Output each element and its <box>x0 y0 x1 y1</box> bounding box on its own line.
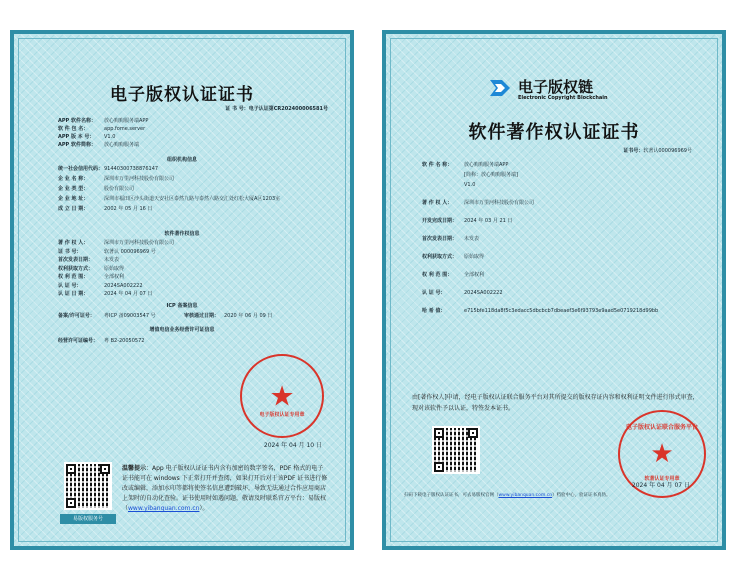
qr-caption: 易版权服务号 <box>60 514 116 524</box>
info-row <box>58 176 326 183</box>
row-value: 深圳市万里河科技股份有限公司 <box>104 176 175 182</box>
telecom-label: 经营许可证编号： <box>58 338 99 344</box>
row-value: e715bfe118da8f5c3edacc5dbcbcb7dbeaef3e6f93793e9aad5e0719218d99bb <box>464 308 659 314</box>
seal-star-icon: ★ <box>650 439 674 469</box>
row-value: 未发表 <box>104 257 120 263</box>
row-label: APP 软件简称： <box>58 142 96 148</box>
info-row <box>422 308 698 315</box>
row-value: 深圳市福田区沙头街道天安社区泰然九路与泰然六路交汇处红松大厦A区1203室 <box>104 196 281 202</box>
info-row <box>422 290 698 297</box>
row-label: 权利获取方式： <box>422 254 458 260</box>
info-row <box>422 200 698 207</box>
row-label: 证 书 号： <box>58 248 82 255</box>
row-value: 未发表 <box>464 236 480 242</box>
row-label: 成 立 日 期： <box>58 206 89 212</box>
row-value: 91440300738876147 <box>104 166 159 172</box>
notice-body: ：App 电子版权认证证书内含有加密的数字签名，PDF 格式的电子证书能可在 windows 下正常打开并查阅，如果打开后对于该PDF 证书进行修改或编辑，添加水印等都将使签名信息遭到破坏，导致无法通过合作应用商店上架时的自动化查验。证书使用时如遇问题，敬请及时联系官方平台： <box>122 465 328 502</box>
site-link[interactable]: www.yibanquan.com.cn <box>128 505 200 512</box>
row-value: 放心购购服务端APP <box>464 162 509 168</box>
info-row <box>58 291 326 298</box>
info-row <box>422 162 698 169</box>
icp-row <box>58 313 326 320</box>
app-copyright-certificate <box>10 30 354 550</box>
right-cert-no-label: 证书号： <box>623 148 644 154</box>
row-label: 首次发表日期： <box>58 257 94 263</box>
right-date: 2024 年 04 月 07 日 <box>631 482 690 489</box>
notice-site-pre: 易版权（ <box>122 495 327 512</box>
footer-link[interactable]: www.yibanquan.com.cn <box>498 493 553 498</box>
info-row <box>58 134 326 141</box>
info-row <box>58 274 326 281</box>
row-label: 著 作 权 人： <box>422 200 453 206</box>
footer-post: ）档验中心，验证证书真伪。 <box>552 493 611 498</box>
row-value: 2024 年 03 月 21 日 <box>464 218 513 224</box>
row-value: 全部权利 <box>104 274 125 280</box>
row-value: [简称：放心购购服务端] <box>464 172 518 178</box>
row-label: 企 业 地 址： <box>58 196 89 202</box>
row-value: V1.0 <box>464 182 476 188</box>
row-label: APP 版 本 号： <box>58 134 95 140</box>
info-row <box>58 240 326 247</box>
qr-code[interactable] <box>64 462 112 510</box>
row-value: 放心购购服务端 <box>104 142 140 148</box>
notice-site-post: ）。 <box>199 505 209 512</box>
brand-name-en: Electronic Copyright Blockchain <box>518 95 608 101</box>
info-row <box>58 142 326 149</box>
row-value: 深圳市万里河科技股份有限公司 <box>464 200 535 206</box>
row-label: 开发完成日期： <box>422 218 458 224</box>
info-row <box>422 254 698 261</box>
row-label: 软 件 包 名： <box>58 126 89 132</box>
row-value: 深圳市万里河科技股份有限公司 <box>104 240 175 246</box>
info-row <box>422 272 698 279</box>
info-row <box>422 182 698 189</box>
row-label: 统一社会信用代码： <box>58 166 104 172</box>
info-row <box>58 206 326 213</box>
row-value: 股份有限公司 <box>104 186 135 192</box>
icp-date-value: 2020 年 06 月 09 日 <box>224 313 273 319</box>
right-cert-no <box>623 148 692 155</box>
row-value: 2024SA002222 <box>464 290 503 296</box>
info-row <box>58 283 326 290</box>
left-title: 电子版权认证证书 <box>110 85 254 105</box>
notice-heading: 温馨提示 <box>122 465 147 472</box>
copyright-section-title: 软件著作权信息 <box>164 231 200 237</box>
row-label: 权 利 范 围： <box>58 274 89 280</box>
row-value: app.fome.server <box>104 126 146 132</box>
row-value: 2024 年 04 月 07 日 <box>104 291 153 297</box>
row-value: 原始取得 <box>104 265 125 272</box>
row-label: 认 证 号： <box>422 290 446 296</box>
row-label: 权 利 范 围： <box>422 272 453 278</box>
right-qr-code[interactable] <box>432 426 480 474</box>
brand-name: 电子版权链 <box>518 78 594 96</box>
footer-text <box>404 492 712 499</box>
footer-pre: 扫码下载电子版权认证证书，可去易版权官网（ <box>404 493 499 498</box>
info-row <box>58 118 326 125</box>
org-section-title: 组织机构信息 <box>166 157 197 163</box>
row-label: 企 业 名 称： <box>58 176 89 182</box>
info-row <box>58 257 326 264</box>
row-label: 权利获取方式： <box>58 265 94 272</box>
row-value: 2002 年 05 月 16 日 <box>104 206 153 212</box>
row-label: 企 业 类 型： <box>58 186 89 192</box>
row-label: 著 作 权 人： <box>58 240 89 246</box>
left-red-seal <box>240 354 324 438</box>
telecom-value: 粤 B2-20050572 <box>104 338 145 344</box>
row-label: APP 软件名称： <box>58 118 96 124</box>
info-row <box>58 249 326 256</box>
software-copyright-certificate <box>382 30 726 550</box>
telecom-section-title: 增值电信业务经营许可证信息 <box>149 327 215 333</box>
left-seal-text: 电子版权认证专用章 <box>259 412 305 418</box>
right-cert-no-value: 软著认000096969号 <box>643 148 692 154</box>
telecom-row <box>58 338 326 345</box>
row-label: 软 件 名 称： <box>422 162 453 168</box>
row-value: 软著认 000096969 号 <box>104 248 156 255</box>
row-label: 认 证 日 期： <box>58 291 89 297</box>
row-label: 认 证 号： <box>58 282 82 289</box>
right-seal-text: 电子版权认证联合服务平台 <box>625 424 698 431</box>
icp-label: 备案/许可证号： <box>58 313 95 319</box>
row-label: 首次发表日期： <box>422 236 458 242</box>
blockchain-logo-icon <box>486 76 514 100</box>
info-row <box>58 186 326 193</box>
info-row <box>58 166 326 173</box>
info-row <box>58 126 326 133</box>
seal-star-icon: ★ <box>269 379 295 413</box>
row-value: V1.0 <box>104 134 116 140</box>
notice-text <box>122 464 328 514</box>
row-value: 全部权利 <box>464 272 485 278</box>
info-row <box>422 236 698 243</box>
row-value: 2024SA002222 <box>104 282 143 289</box>
statement: 由[著作权人]申请，经电子版权认证联合服务平台对其所提交的版权存证内容和权利证明文件进行形式审查，现对该软件予以认证，特签发本证书。 <box>412 394 699 412</box>
info-row <box>422 172 698 179</box>
info-row <box>58 196 326 203</box>
right-title: 软件著作权认证证书 <box>468 122 640 143</box>
info-row <box>58 266 326 273</box>
info-row <box>422 218 698 225</box>
row-label: 哈 希 值： <box>422 308 446 314</box>
icp-section-title: ICP 备案信息 <box>166 303 198 309</box>
icp-date-label: 审核通过日期： <box>184 313 220 319</box>
right-seal-sub: 软著认证专用章 <box>644 476 680 482</box>
icp-value: 粤ICP 备09003547 号 <box>104 313 156 319</box>
left-cert-no: 证 书 号：电子认证第CR202400006581号 <box>225 106 328 112</box>
row-value: 原始取得 <box>464 254 485 260</box>
row-value: 放心购购服务端APP <box>104 118 149 124</box>
left-date: 2024 年 04 月 10 日 <box>263 442 322 449</box>
